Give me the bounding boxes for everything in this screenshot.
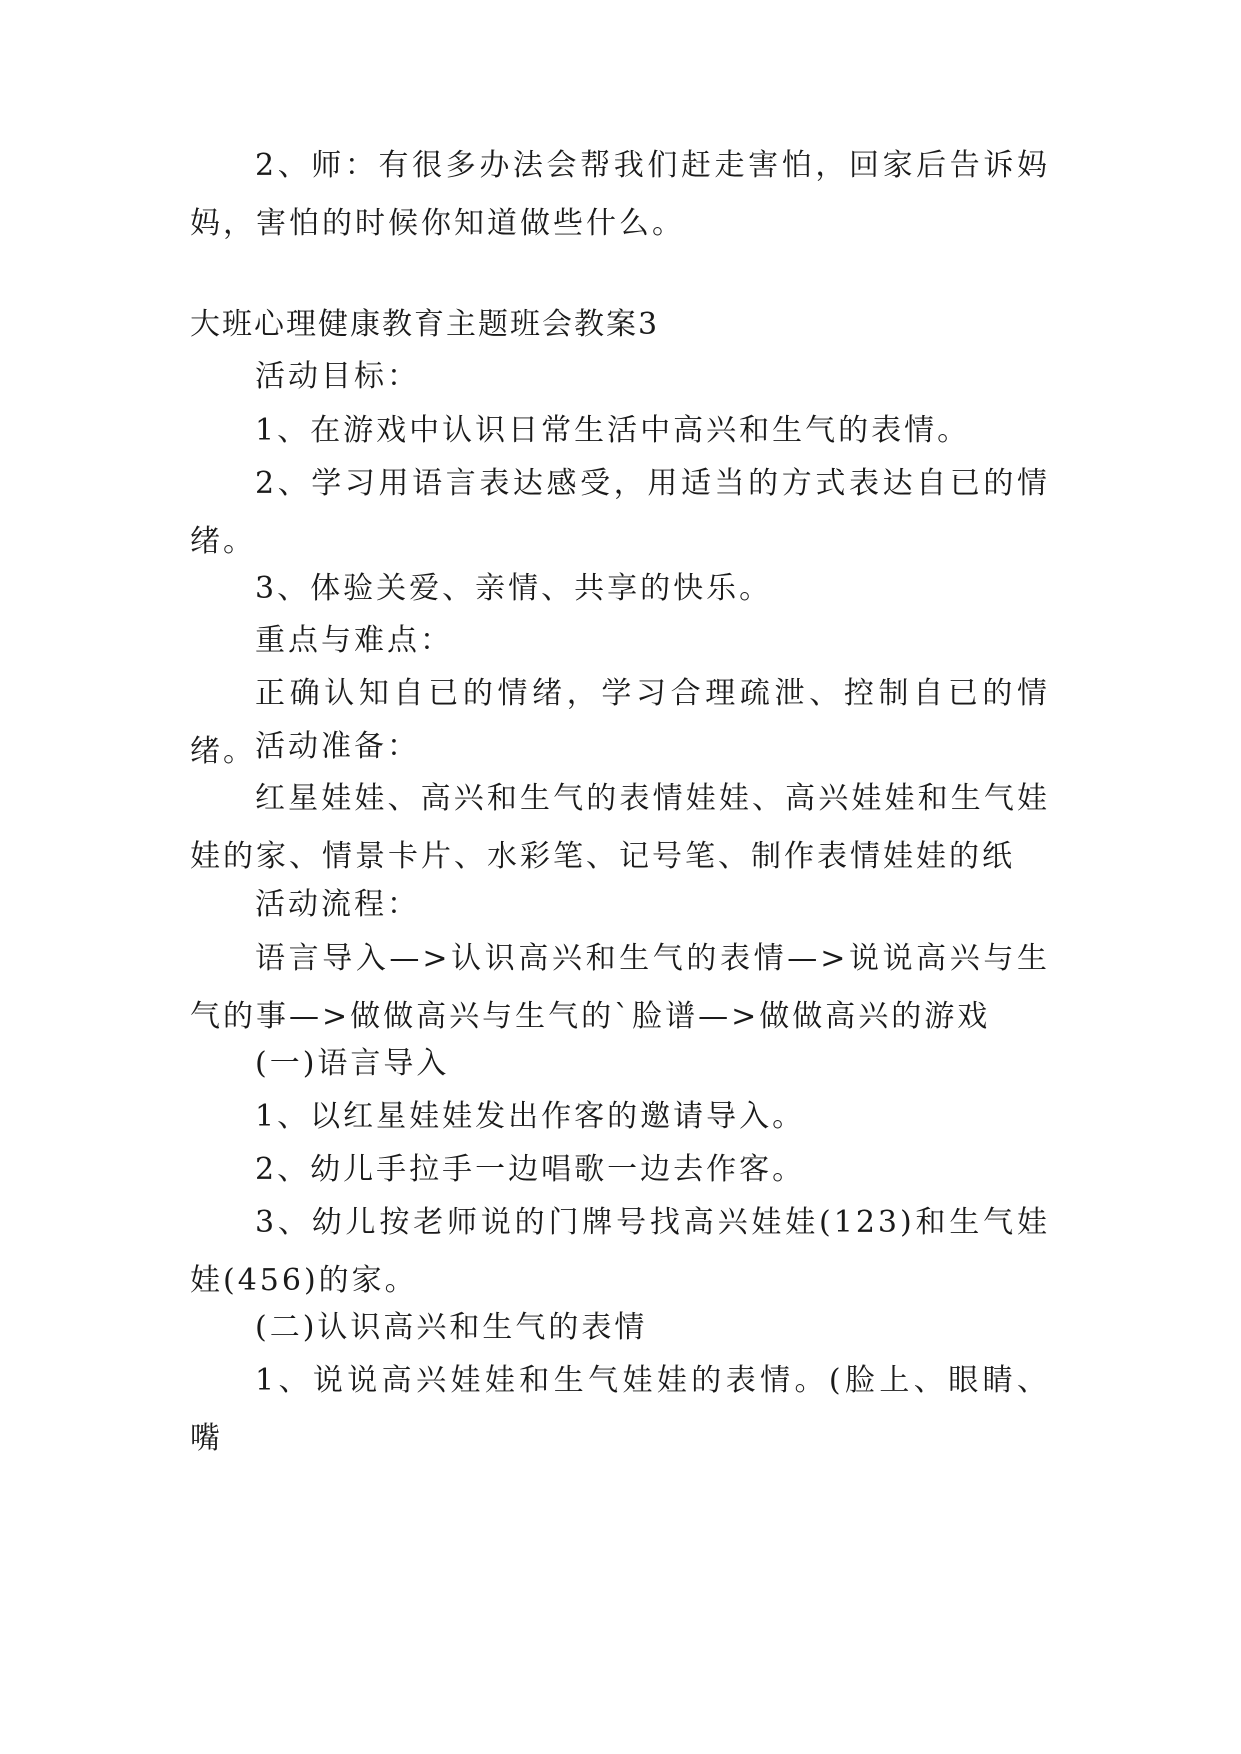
paragraph-process: 语言导入—>认识高兴和生气的表情—>说说高兴与生气的事—>做做高兴与生气的`脸谱—>做做高兴的游戏 <box>190 941 1050 1034</box>
paragraph-process-heading: 活动流程： <box>255 887 420 922</box>
paragraph-step-1-item-1: 1、以红星娃娃发出作客的邀请导入。 <box>255 1099 806 1134</box>
paragraph-goal-2: 2、学习用语言表达感受，用适当的方式表达自已的情绪。 <box>190 466 1050 559</box>
section-title: 大班心理健康教育主题班会教案3 <box>190 307 660 342</box>
paragraph-goal-1: 1、在游戏中认识日常生活中高兴和生气的表情。 <box>255 413 971 448</box>
paragraph-step-1-item-3: 3、幼儿按老师说的门牌号找高兴娃娃(123)和生气娃娃(456)的家。 <box>190 1205 1050 1298</box>
paragraph-step-2-heading: (二)认识高兴和生气的表情 <box>255 1310 648 1345</box>
paragraph-step-1-heading: (一)语言导入 <box>255 1046 450 1081</box>
paragraph-step-2-item-1: 1、说说高兴娃娃和生气娃娃的表情。(脸上、眼睛、嘴 <box>190 1363 1050 1456</box>
paragraph-activity-goals-heading: 活动目标： <box>255 359 420 394</box>
paragraph-key-points: 正确认知自已的情绪，学习合理疏泄、控制自已的情绪。 <box>190 676 1050 769</box>
paragraph-preparation: 红星娃娃、高兴和生气的表情娃娃、高兴娃娃和生气娃娃的家、情景卡片、水彩笔、记号笔、制作表情娃娃的纸 <box>190 781 1050 874</box>
paragraph-preparation-heading: 活动准备： <box>255 729 420 764</box>
paragraph-goal-3: 3、体验关爱、亲情、共享的快乐。 <box>255 571 773 606</box>
paragraph-step-1-item-2: 2、幼儿手拉手一边唱歌一边去作客。 <box>255 1152 806 1187</box>
paragraph-key-points-heading: 重点与难点： <box>255 623 453 658</box>
paragraph-intro: 2、师：有很多办法会帮我们赶走害怕，回家后告诉妈妈，害怕的时候你知道做些什么。 <box>190 148 1050 241</box>
